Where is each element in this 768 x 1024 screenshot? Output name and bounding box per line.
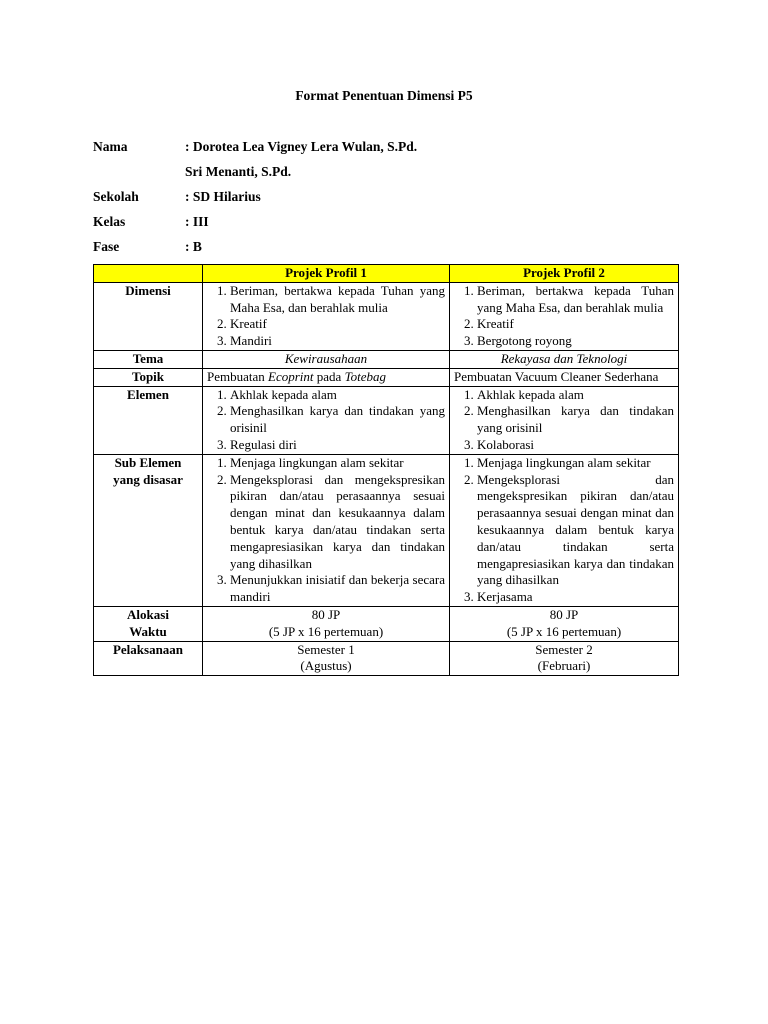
list-item: 3. Menunjukkan inisiatif dan bekerja secara mandiri: [230, 572, 445, 606]
sub-elemen-projek-2: [450, 454, 679, 606]
sekolah-label: Sekolah: [93, 189, 139, 204]
list-item: 2. Mengeksplorasi dan mengekspresikan pikiran dan/atau perasaannya sesuai dengan minat dan kesukaannya dalam bentuk karya dan/atau tindakan serta mengapresiasikan karya dan tindakan yang dihasilkan: [230, 472, 445, 573]
row-label-dimensi: Dimensi: [94, 282, 203, 350]
row-sub-elemen: [94, 454, 679, 606]
row-label-tema: Tema: [94, 350, 203, 368]
kelas-label: Kelas: [93, 214, 126, 229]
list-item: 3. Kerjasama: [477, 589, 674, 606]
header-projek-2: Projek Profil 2: [450, 265, 679, 283]
list-item: 1. Menjaga lingkungan alam sekitar: [477, 455, 674, 472]
elemen-projek-1: [203, 386, 450, 454]
pelaksanaan-semester: Semester 1: [297, 641, 355, 657]
kelas-value: : III: [185, 214, 209, 229]
list-item: 3. Mandiri: [230, 333, 445, 350]
row-topik: [94, 368, 679, 386]
topik-italic-totebag: Totebag: [344, 368, 386, 384]
elemen-projek-2: [450, 386, 679, 454]
pelaksanaan-semester: Semester 2: [535, 641, 593, 657]
alokasi-projek-2: [450, 606, 679, 641]
topik-italic-ecoprint: Ecoprint: [268, 368, 314, 384]
pelaksanaan-projek-1: [203, 641, 450, 676]
alokasi-label-line2: Waktu: [129, 623, 167, 639]
list-item: 3. Bergotong royong: [477, 333, 674, 350]
topik-projek-2: Pembuatan Vacuum Cleaner Sederhana: [450, 368, 679, 386]
nama-label: Nama: [93, 139, 128, 154]
sekolah-value: : SD Hilarius: [185, 189, 261, 204]
dimensi-projek-1: [203, 282, 450, 350]
header-empty-cell: [94, 265, 203, 283]
dimension-table: [93, 264, 679, 676]
pelaksanaan-projek-2: [450, 641, 679, 676]
table-header-row: [94, 265, 679, 283]
row-label-pelaksanaan: Pelaksanaan: [94, 641, 203, 676]
list-item: 2. Mengeksplorasi dan mengekspresikan pikiran dan/atau perasaannya sesuai dengan minat dan kesukaannya dalam bentuk karya dan/atau tindakan serta mengapresiasikan karya dan tindakan yang dihasilkan: [477, 472, 674, 590]
fase-value: : B: [185, 239, 202, 254]
alokasi-jp: 80 JP: [549, 606, 579, 622]
header-projek-1: Projek Profil 1: [203, 265, 450, 283]
topik-text: Pembuatan: [207, 368, 269, 384]
document-title: Format Penentuan Dimensi P5: [295, 88, 473, 103]
list-item: 1. Beriman, bertakwa kepada Tuhan yang Maha Esa, dan berahlak mulia: [230, 283, 445, 317]
tema-projek-2: Rekayasa dan Teknologi: [450, 350, 679, 368]
nama-value-2: Sri Menanti, S.Pd.: [185, 164, 292, 179]
alokasi-jp: 80 JP: [311, 606, 341, 622]
nama-value: : Dorotea Lea Vigney Lera Wulan, S.Pd.: [185, 139, 418, 154]
row-label-sub-elemen: [94, 454, 203, 606]
sub-elemen-label-line2: yang disasar: [113, 471, 183, 487]
alokasi-projek-1: [203, 606, 450, 641]
list-item: 1. Akhlak kepada alam: [230, 387, 445, 404]
list-item: 3. Kolaborasi: [477, 437, 674, 454]
alokasi-detail: (5 JP x 16 pertemuan): [268, 623, 384, 639]
list-item: 1. Menjaga lingkungan alam sekitar: [230, 455, 445, 472]
row-elemen: [94, 386, 679, 454]
row-label-topik: Topik: [94, 368, 203, 386]
list-item: 2. Kreatif: [230, 316, 445, 333]
list-item: 2. Menghasilkan karya dan tindakan yang orisinil: [477, 403, 674, 437]
topik-projek-1: [203, 368, 450, 386]
sub-elemen-label-line1: Sub Elemen: [114, 454, 182, 470]
row-pelaksanaan: [94, 641, 679, 676]
row-alokasi: [94, 606, 679, 641]
list-item: 3. Regulasi diri: [230, 437, 445, 454]
sub-elemen-projek-1: [203, 454, 450, 606]
row-label-elemen: Elemen: [94, 386, 203, 454]
pelaksanaan-bulan: (Agustus): [300, 658, 352, 674]
dimensi-projek-2: [450, 282, 679, 350]
list-item: 1. Beriman, bertakwa kepada Tuhan yang Maha Esa, dan berahlak mulia: [477, 283, 674, 317]
list-item: 2. Kreatif: [477, 316, 674, 333]
row-tema: [94, 350, 679, 368]
row-dimensi: [94, 282, 679, 350]
pelaksanaan-bulan: (Februari): [537, 658, 591, 674]
row-label-alokasi: [94, 606, 203, 641]
list-item: 2. Menghasilkan karya dan tindakan yang orisinil: [230, 403, 445, 437]
alokasi-detail: (5 JP x 16 pertemuan): [506, 623, 622, 639]
list-item: 1. Akhlak kepada alam: [477, 387, 674, 404]
alokasi-label-line1: Alokasi: [127, 606, 169, 622]
topik-text: pada: [313, 368, 345, 384]
fase-label: Fase: [93, 239, 120, 254]
tema-projek-1: Kewirausahaan: [203, 350, 450, 368]
